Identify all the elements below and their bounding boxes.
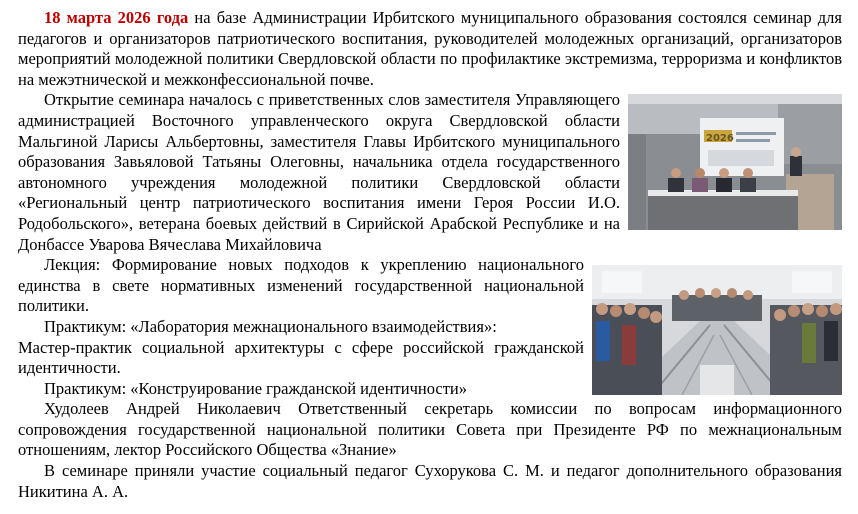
lecture-paragraph: Лекция: Формирование новых подходов к укреплению национального единства в свете нормативных изменений государственной национальной политики. (18, 255, 584, 316)
intro-paragraph (18, 8, 842, 90)
event-date: 18 марта 2026 года (44, 8, 189, 27)
participants-paragraph: В семинаре приняли участие социальный педагог Сухорукова С. М. и педагог дополнительного образования Никитина А. А. (18, 461, 842, 501)
seminar-photo (628, 94, 842, 230)
intro-text: на базе Администрации Ирбитского муниципального образования состоялся семинар для педагогов и организаторов патриотического воспитания, руководителей молодежных организаций, организаторов мероприятий молодежной политики Свердловской области по профилактике экстремизма, терроризма и конфликтов на межэтнической и межконфессиональной почве. (18, 8, 842, 89)
workshop-2-title: Практикум: «Конструирование гражданской идентичности» (44, 378, 467, 398)
screen-year: 2026 (706, 133, 734, 145)
article (18, 8, 842, 502)
speaker-paragraph: Худолеев Андрей Николаевич Ответственный секретарь комиссии по вопросам информационного сопровождения государственной национальной политики Совета при Президенте РФ по межнациональным отношениям, лектор Российского Общества «Знание» (18, 399, 842, 460)
workshop-1-title: Практикум: «Лаборатория межнационального взаимодействия»: (44, 316, 497, 336)
opening-paragraph: Открытие семинара началось с приветственных слов заместителя Управляющего администрацией Восточного управленческого округа Свердловской области Мальгиной Ларисы Альбертовны, заместителя Главы Ирбитского муниципального образования Завьяловой Татьяны Олеговны, начальника отдела государственного автономного учреждения молодежной политики Свердловской области «Региональный центр патриотического воспитания имени Героя России И.О. Родобольского», ветерана боевых действий в Сирийской Арабской Республике и на Донбассе Уварова Вячеслава Михайловича (18, 90, 620, 254)
workshop-1-description: Мастер-практик социальной архитектуры с сфере российской гражданской идентичности. (18, 337, 584, 378)
group-photo (592, 265, 842, 395)
